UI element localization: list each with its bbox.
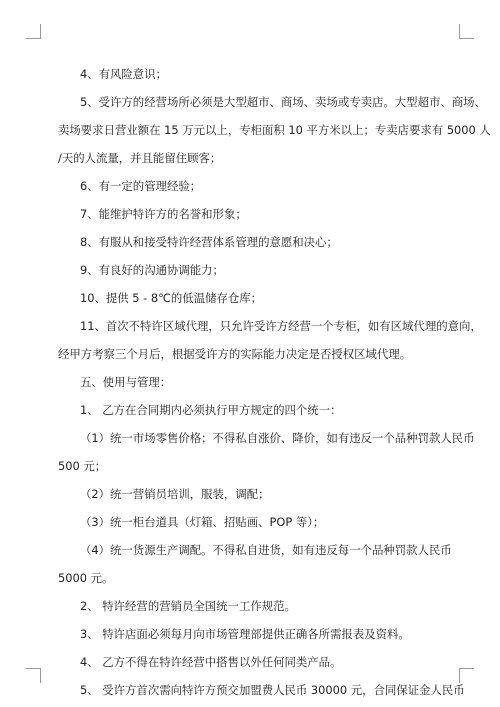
sub-item-3-fixtures: （3）统一柜台道具（灯箱、招贴画、POP 等）； xyxy=(80,515,325,529)
crop-mark-bottom-left xyxy=(26,668,41,683)
crop-mark-top-left xyxy=(26,24,41,39)
clause-11-regional: 11、首次不特许区域代理，只允许受许方经营一个专柜，如有区域代理的意向， xyxy=(80,319,482,333)
item-2-staff-standards: 2、 特许经营的营销员全国统一工作规范。 xyxy=(80,599,296,613)
sub-item-1-pricing: （1）统一市场零售价格；不得私自涨价、降价，如有违反一个品种罚款人民币 xyxy=(80,431,475,445)
item-3-monthly-reports: 3、 特许店面必须每月向市场管理部提供正确各所需报表及资料。 xyxy=(80,627,410,641)
clause-4-risk: 4、有风险意识； xyxy=(80,67,167,81)
clause-5-venue-cont-2: /天的人流量，并且能留住顾客； xyxy=(58,151,222,165)
clause-5-venue-cont: 卖场要求日营业额在 15 万元以上，专柜面积 10 平方米以上；专卖店要求有 5000 人 xyxy=(58,123,491,137)
clause-11-regional-cont: 经甲方考察三个月后，根据受许方的实际能力决定是否授权区域代理。 xyxy=(58,347,412,361)
sub-item-4-supply-cont: 5000 元。 xyxy=(58,571,114,585)
clause-10-storage: 10、提供 5 - 8℃的低温储存仓库； xyxy=(80,291,263,305)
item-1-four-unities: 1、 乙方在合同期内必须执行甲方规定的四个统一： xyxy=(80,403,342,417)
sub-item-4-supply: （4）统一货源生产调配。不得私自进货，如有违反每一个品种罚款人民币 xyxy=(80,543,452,557)
clause-5-venue: 5、受许方的经营场所必须是大型超市、商场、卖场或专卖店。大型超市、商场、 xyxy=(80,95,486,109)
sub-item-1-pricing-cont: 500 元； xyxy=(58,459,107,473)
crop-mark-top-right xyxy=(459,24,474,39)
item-4-no-bundling: 4、 乙方不得在特许经营中搭售以外任何同类产品。 xyxy=(80,655,342,669)
clause-8-compliance: 8、有服从和接受特许经营体系管理的意愿和决心； xyxy=(80,235,338,249)
clause-6-experience: 6、有一定的管理经验； xyxy=(80,179,202,193)
sub-item-2-training: （2）统一营销员培训，服装，调配； xyxy=(80,487,270,501)
item-5-franchise-fee: 5、 受许方首次需向特许方预交加盟费人民币 30000 元，合同保证金人民币 xyxy=(80,683,465,697)
section-5-heading: 五、使用与管理： xyxy=(80,375,172,389)
clause-7-reputation: 7、能维护特许方的名誉和形象； xyxy=(80,207,247,221)
clause-9-communication: 9、有良好的沟通协调能力； xyxy=(80,263,224,277)
crop-mark-bottom-right xyxy=(459,668,474,683)
